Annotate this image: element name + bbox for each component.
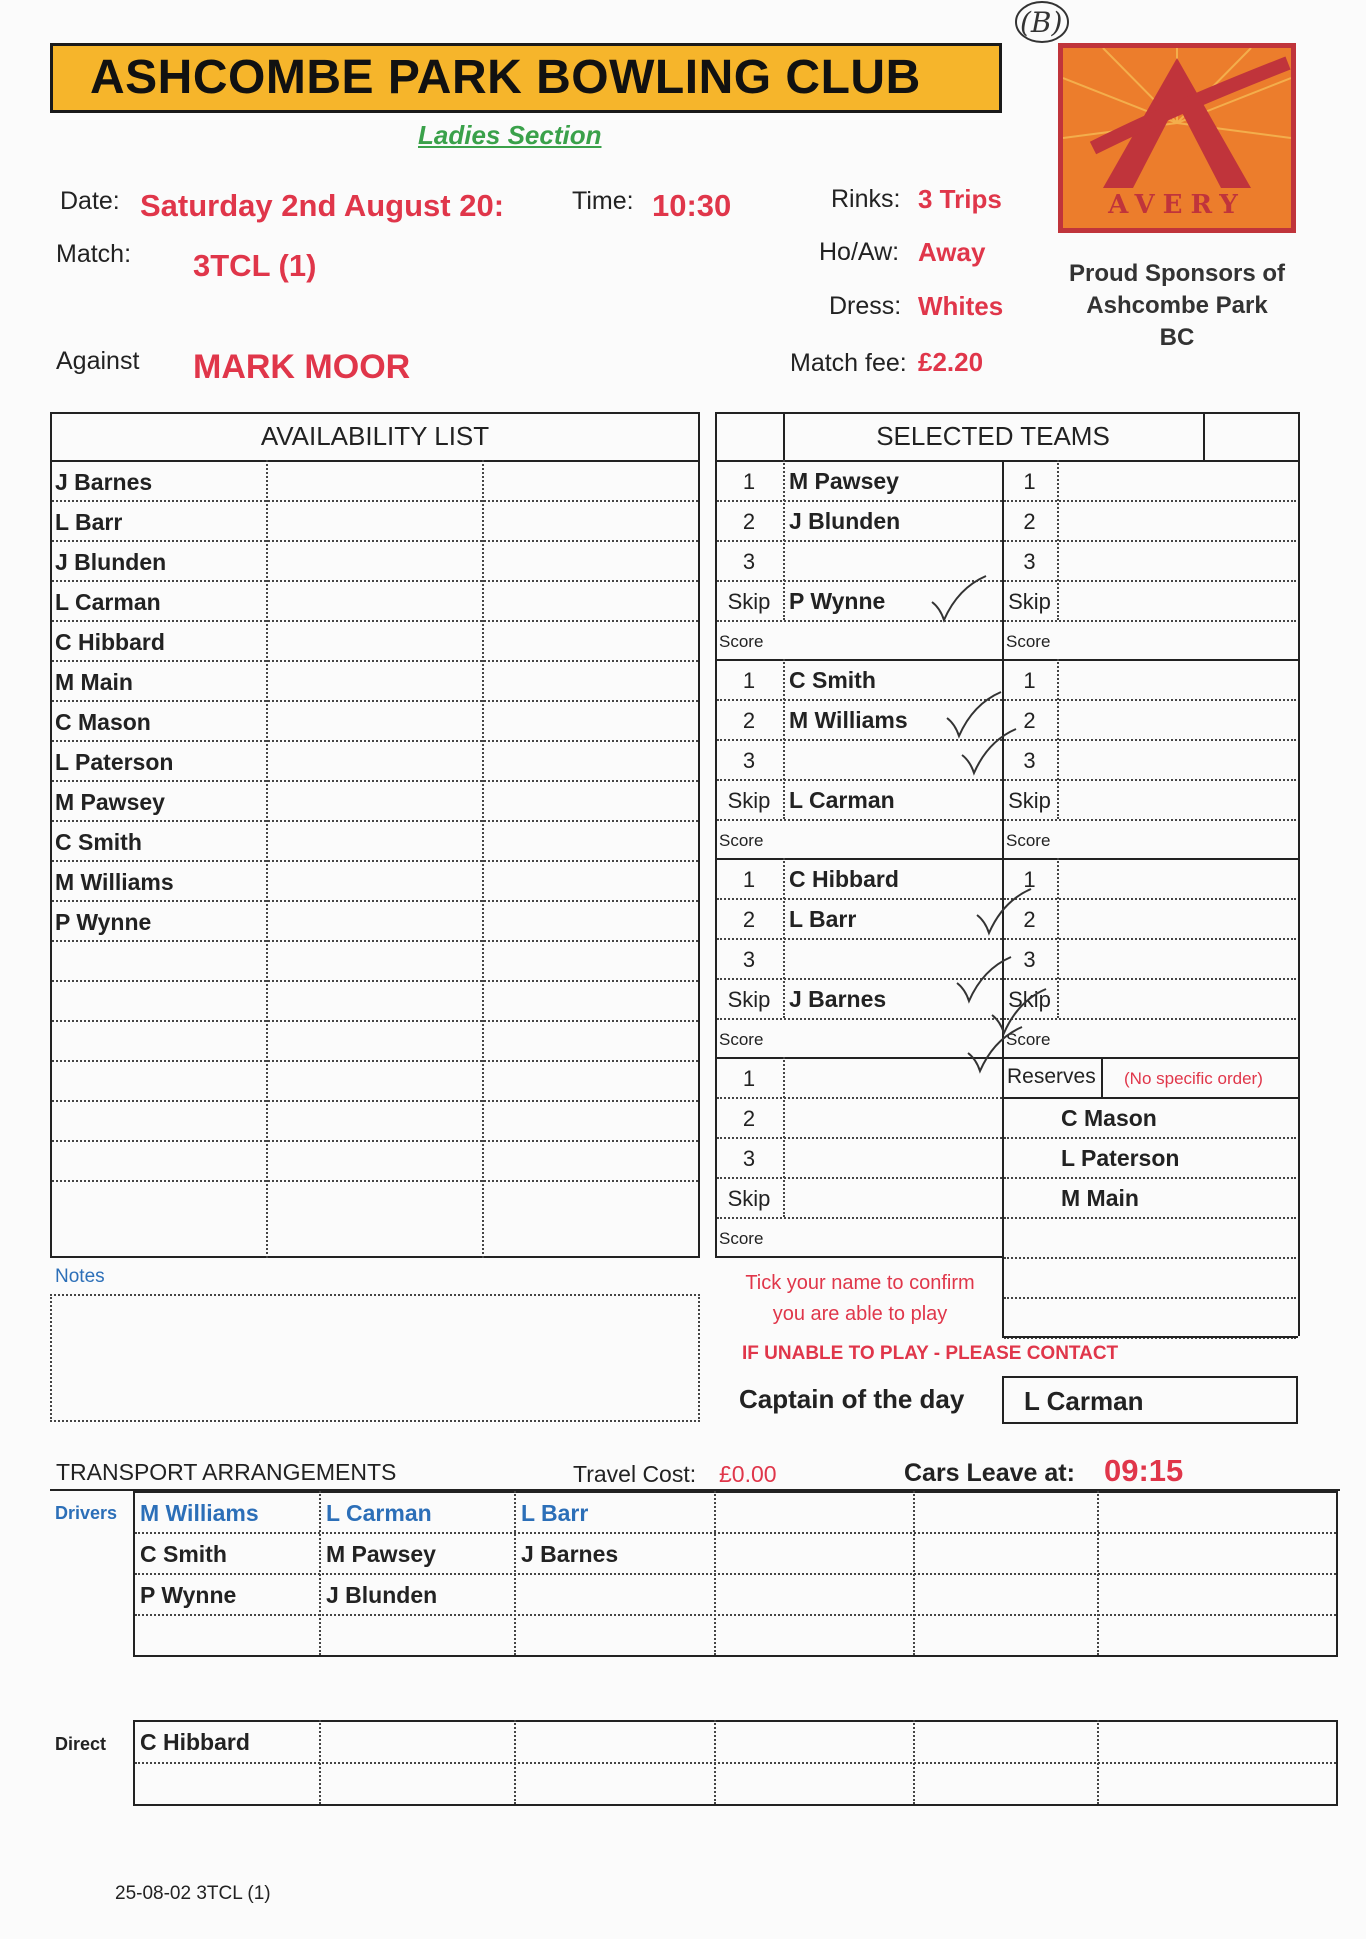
dress-label: Dress: — [829, 292, 902, 320]
score-label: Score — [719, 1030, 764, 1049]
selected-row-rule — [717, 779, 1002, 781]
selected-head-rule — [715, 460, 1298, 462]
confirmation-tick-icon — [966, 1025, 1026, 1075]
reserve-name: L Paterson — [1061, 1145, 1180, 1171]
match-label: Match: — [56, 240, 132, 268]
opponent-position-label: 3 — [1023, 947, 1036, 972]
selected-player: M Pawsey — [789, 468, 899, 494]
position-label: Skip — [727, 1186, 771, 1211]
availability-row-rule — [52, 500, 698, 502]
selected-bottom-rule — [715, 1256, 1002, 1258]
selected-player: C Hibbard — [789, 866, 899, 892]
selected-row-rule — [717, 500, 1002, 502]
availability-name: L Paterson — [55, 749, 174, 775]
confirmation-tick-icon — [975, 887, 1035, 937]
transport-row-rule — [135, 1532, 1336, 1534]
reserve-name: C Mason — [1061, 1105, 1157, 1131]
availability-row-rule — [52, 1060, 698, 1062]
selected-row-rule — [717, 1097, 1002, 1099]
selected-row-rule — [1004, 739, 1296, 741]
transport-col-divider — [913, 1491, 915, 1655]
position-label: Skip — [727, 589, 771, 614]
sponsor-logo — [1058, 43, 1296, 233]
selected-player: L Carman — [789, 787, 895, 813]
sponsor-line-1: Proud Sponsors of — [1069, 260, 1285, 287]
travel-cost-label: Travel Cost: — [573, 1461, 697, 1487]
selected-player: J Barnes — [789, 986, 887, 1012]
driver-name: L Carman — [326, 1500, 432, 1526]
selected-top-rule — [715, 412, 1298, 414]
position-label: 2 — [742, 509, 756, 534]
cars-leave-label: Cars Leave at: — [904, 1459, 1075, 1487]
drivers-label: Drivers — [55, 1503, 118, 1523]
notes-label: Notes — [55, 1266, 105, 1287]
position-label: 2 — [742, 708, 756, 733]
availability-row-rule — [52, 660, 698, 662]
availability-row-rule — [52, 1140, 698, 1142]
notes-box[interactable] — [50, 1294, 700, 1422]
score-row-rule — [717, 819, 1002, 821]
section-title: Ladies Section — [418, 120, 602, 150]
selected-row-rule — [1004, 580, 1296, 582]
reserve-row-rule — [1004, 1137, 1296, 1139]
availability-name: L Barr — [55, 509, 123, 535]
reserves-head-divider — [1101, 1057, 1103, 1097]
driver-name: M Williams — [140, 1500, 259, 1526]
hoaw-label: Ho/Aw: — [819, 238, 900, 266]
selected-title: SELECTED TEAMS — [876, 421, 1110, 451]
direct-name: C Hibbard — [140, 1729, 250, 1755]
transport-col-divider — [514, 1491, 516, 1655]
availability-title: AVAILABILITY LIST — [260, 421, 490, 451]
direct-label: Direct — [55, 1734, 107, 1754]
availability-row-rule — [52, 1180, 698, 1182]
captain-label: Captain of the day — [739, 1384, 965, 1414]
availability-row-rule — [52, 980, 698, 982]
position-label: Skip — [727, 987, 771, 1012]
selected-player: J Blunden — [789, 508, 901, 534]
opponent-position-label: Skip — [1008, 987, 1051, 1012]
selected-row-rule — [1004, 779, 1296, 781]
tick-note-line-1: Tick your name to confirm — [745, 1272, 975, 1294]
selected-player: L Barr — [789, 906, 857, 932]
availability-row-rule — [52, 780, 698, 782]
opponent-position-label: Skip — [1008, 788, 1051, 813]
availability-name: M Main — [55, 669, 133, 695]
reserve-row-rule — [1004, 1217, 1296, 1219]
availability-row-rule — [52, 1020, 698, 1022]
date-value-wrap — [140, 188, 515, 224]
logo-text: AVERY — [1108, 190, 1246, 220]
rink-block-rule — [715, 858, 1298, 860]
position-label: 1 — [742, 668, 756, 693]
selected-row-rule — [717, 540, 1002, 542]
reserves-note: (No specific order) — [1124, 1069, 1263, 1088]
availability-row-rule — [52, 860, 698, 862]
selected-player: P Wynne — [789, 588, 886, 614]
availability-row-rule — [52, 580, 698, 582]
sponsor-line-3: BC — [1159, 324, 1195, 351]
availability-row-rule — [52, 820, 698, 822]
direct-col-divider — [714, 1720, 716, 1804]
fee-value: £2.20 — [918, 347, 984, 377]
reserves-head-rule — [1002, 1097, 1298, 1099]
captain-value: L Carman — [1024, 1386, 1144, 1416]
transport-col-divider — [319, 1491, 321, 1655]
position-label: 3 — [742, 947, 756, 972]
passenger-name: J Barnes — [521, 1541, 619, 1567]
position-label: 1 — [742, 469, 756, 494]
opponent-position-label: 1 — [1023, 469, 1036, 494]
direct-row-rule — [135, 1762, 1336, 1764]
confirmation-tick-icon — [930, 574, 990, 624]
availability-name: J Barnes — [55, 469, 153, 495]
passenger-name: P Wynne — [140, 1582, 237, 1608]
selected-row-rule — [717, 1137, 1002, 1139]
selected-row-rule — [717, 938, 1002, 940]
transport-col-divider — [714, 1491, 716, 1655]
sponsor-line-2: Ashcombe Park — [1086, 292, 1268, 319]
availability-name: L Carman — [55, 589, 161, 615]
selected-row-rule — [1004, 898, 1296, 900]
opponent-position-label: 3 — [1023, 549, 1036, 574]
corner-mark-text: (B) — [1020, 6, 1063, 39]
opponent-score-label: Score — [1006, 831, 1051, 850]
reserve-row-rule — [1004, 1177, 1296, 1179]
position-label: 1 — [742, 867, 756, 892]
selected-row-rule — [1004, 699, 1296, 701]
score-label: Score — [719, 831, 764, 850]
availability-row-rule — [52, 900, 698, 902]
reserves-bottom-rule — [1002, 1336, 1298, 1338]
reserve-row-rule — [1004, 1257, 1296, 1259]
selected-row-rule — [1004, 938, 1296, 940]
transport-row-rule — [135, 1614, 1336, 1616]
availability-row-rule — [52, 940, 698, 942]
passenger-name: J Blunden — [326, 1582, 438, 1608]
opponent-position-label: 1 — [1023, 867, 1036, 892]
availability-name: C Smith — [55, 829, 142, 855]
availability-row-rule — [52, 620, 698, 622]
selected-row-rule — [1004, 540, 1296, 542]
selected-right-border — [1298, 412, 1300, 1336]
score-row-rule — [717, 1018, 1002, 1020]
against-value: MARK MOOR — [193, 348, 411, 386]
availability-head-rule — [50, 460, 700, 462]
rinks-label: Rinks: — [831, 185, 901, 213]
reserve-name: M Main — [1061, 1185, 1139, 1211]
tick-note — [715, 1268, 1005, 1330]
position-label: 3 — [742, 549, 756, 574]
hoaw-value: Away — [918, 237, 986, 267]
club-title: ASHCOMBE PARK BOWLING CLUB — [90, 51, 921, 104]
rinks-value: 3 Trips — [918, 184, 1002, 214]
position-label: 1 — [742, 1066, 756, 1091]
availability-row-rule — [52, 1100, 698, 1102]
transport-title: TRANSPORT ARRANGEMENTS — [56, 1459, 397, 1485]
selected-head-divider — [1203, 412, 1205, 460]
position-label: 2 — [742, 907, 756, 932]
opponent-position-label: 2 — [1023, 907, 1036, 932]
rink-block-rule — [715, 659, 1298, 661]
availability-row-rule — [52, 700, 698, 702]
availability-name: C Mason — [55, 709, 151, 735]
selected-player: M Williams — [789, 707, 908, 733]
selected-player: C Smith — [789, 667, 876, 693]
sponsor-text — [1048, 258, 1306, 354]
selected-row-rule — [717, 1177, 1002, 1179]
captain-box — [1002, 1376, 1298, 1424]
opponent-score-label: Score — [1006, 632, 1051, 651]
availability-name: M Pawsey — [55, 789, 165, 815]
tick-note-line-2: you are able to play — [772, 1303, 948, 1325]
position-label: Skip — [727, 788, 771, 813]
availability-name: P Wynne — [55, 909, 152, 935]
availability-frame — [50, 412, 700, 1258]
opponent-position-label: 2 — [1023, 509, 1036, 534]
selected-row-rule — [717, 898, 1002, 900]
score-row-rule — [1004, 819, 1296, 821]
unable-note: IF UNABLE TO PLAY - PLEASE CONTACT — [742, 1343, 1119, 1364]
score-label: Score — [719, 1229, 764, 1248]
against-label: Against — [56, 347, 140, 375]
time-label: Time: — [572, 187, 634, 215]
position-label: 3 — [742, 748, 756, 773]
availability-row-rule — [52, 540, 698, 542]
corner-mark — [1008, 0, 1072, 46]
dress-value: Whites — [918, 291, 1004, 321]
fee-label: Match fee: — [790, 349, 907, 377]
position-label: 2 — [742, 1106, 756, 1131]
opponent-position-label: Skip — [1008, 589, 1051, 614]
availability-name: C Hibbard — [55, 629, 165, 655]
transport-col-divider — [1097, 1491, 1099, 1655]
score-row-rule — [717, 1217, 1002, 1219]
opponent-score-label: Score — [1006, 1030, 1051, 1049]
opponent-position-label: 2 — [1023, 708, 1036, 733]
driver-name: L Barr — [521, 1500, 589, 1526]
direct-col-divider — [319, 1720, 321, 1804]
score-label: Score — [719, 632, 764, 651]
footer-ref: 25-08-02 3TCL (1) — [115, 1883, 271, 1904]
direct-col-divider — [913, 1720, 915, 1804]
opponent-position-label: 3 — [1023, 748, 1036, 773]
availability-row-rule — [52, 740, 698, 742]
travel-cost-value: £0.00 — [719, 1461, 777, 1487]
direct-col-divider — [1097, 1720, 1099, 1804]
date-label: Date: — [60, 187, 120, 215]
direct-col-divider — [514, 1720, 516, 1804]
availability-name: J Blunden — [55, 549, 167, 575]
confirmation-tick-icon — [960, 727, 1020, 777]
passenger-name: C Smith — [140, 1541, 227, 1567]
availability-name: M Williams — [55, 869, 174, 895]
match-value: 3TCL (1) — [193, 248, 317, 283]
selected-row-rule — [1004, 978, 1296, 980]
selected-row-rule — [1004, 500, 1296, 502]
reserve-row-rule — [1004, 1297, 1296, 1299]
opponent-position-label: 1 — [1023, 668, 1036, 693]
date-value: Saturday 2nd August 20: — [140, 188, 505, 223]
reserves-label: Reserves — [1007, 1065, 1096, 1088]
cars-leave-value: 09:15 — [1104, 1453, 1184, 1488]
score-row-rule — [1004, 620, 1296, 622]
position-label: 3 — [742, 1146, 756, 1171]
time-value: 10:30 — [652, 188, 732, 223]
passenger-name: M Pawsey — [326, 1541, 436, 1567]
transport-row-rule — [135, 1573, 1336, 1575]
